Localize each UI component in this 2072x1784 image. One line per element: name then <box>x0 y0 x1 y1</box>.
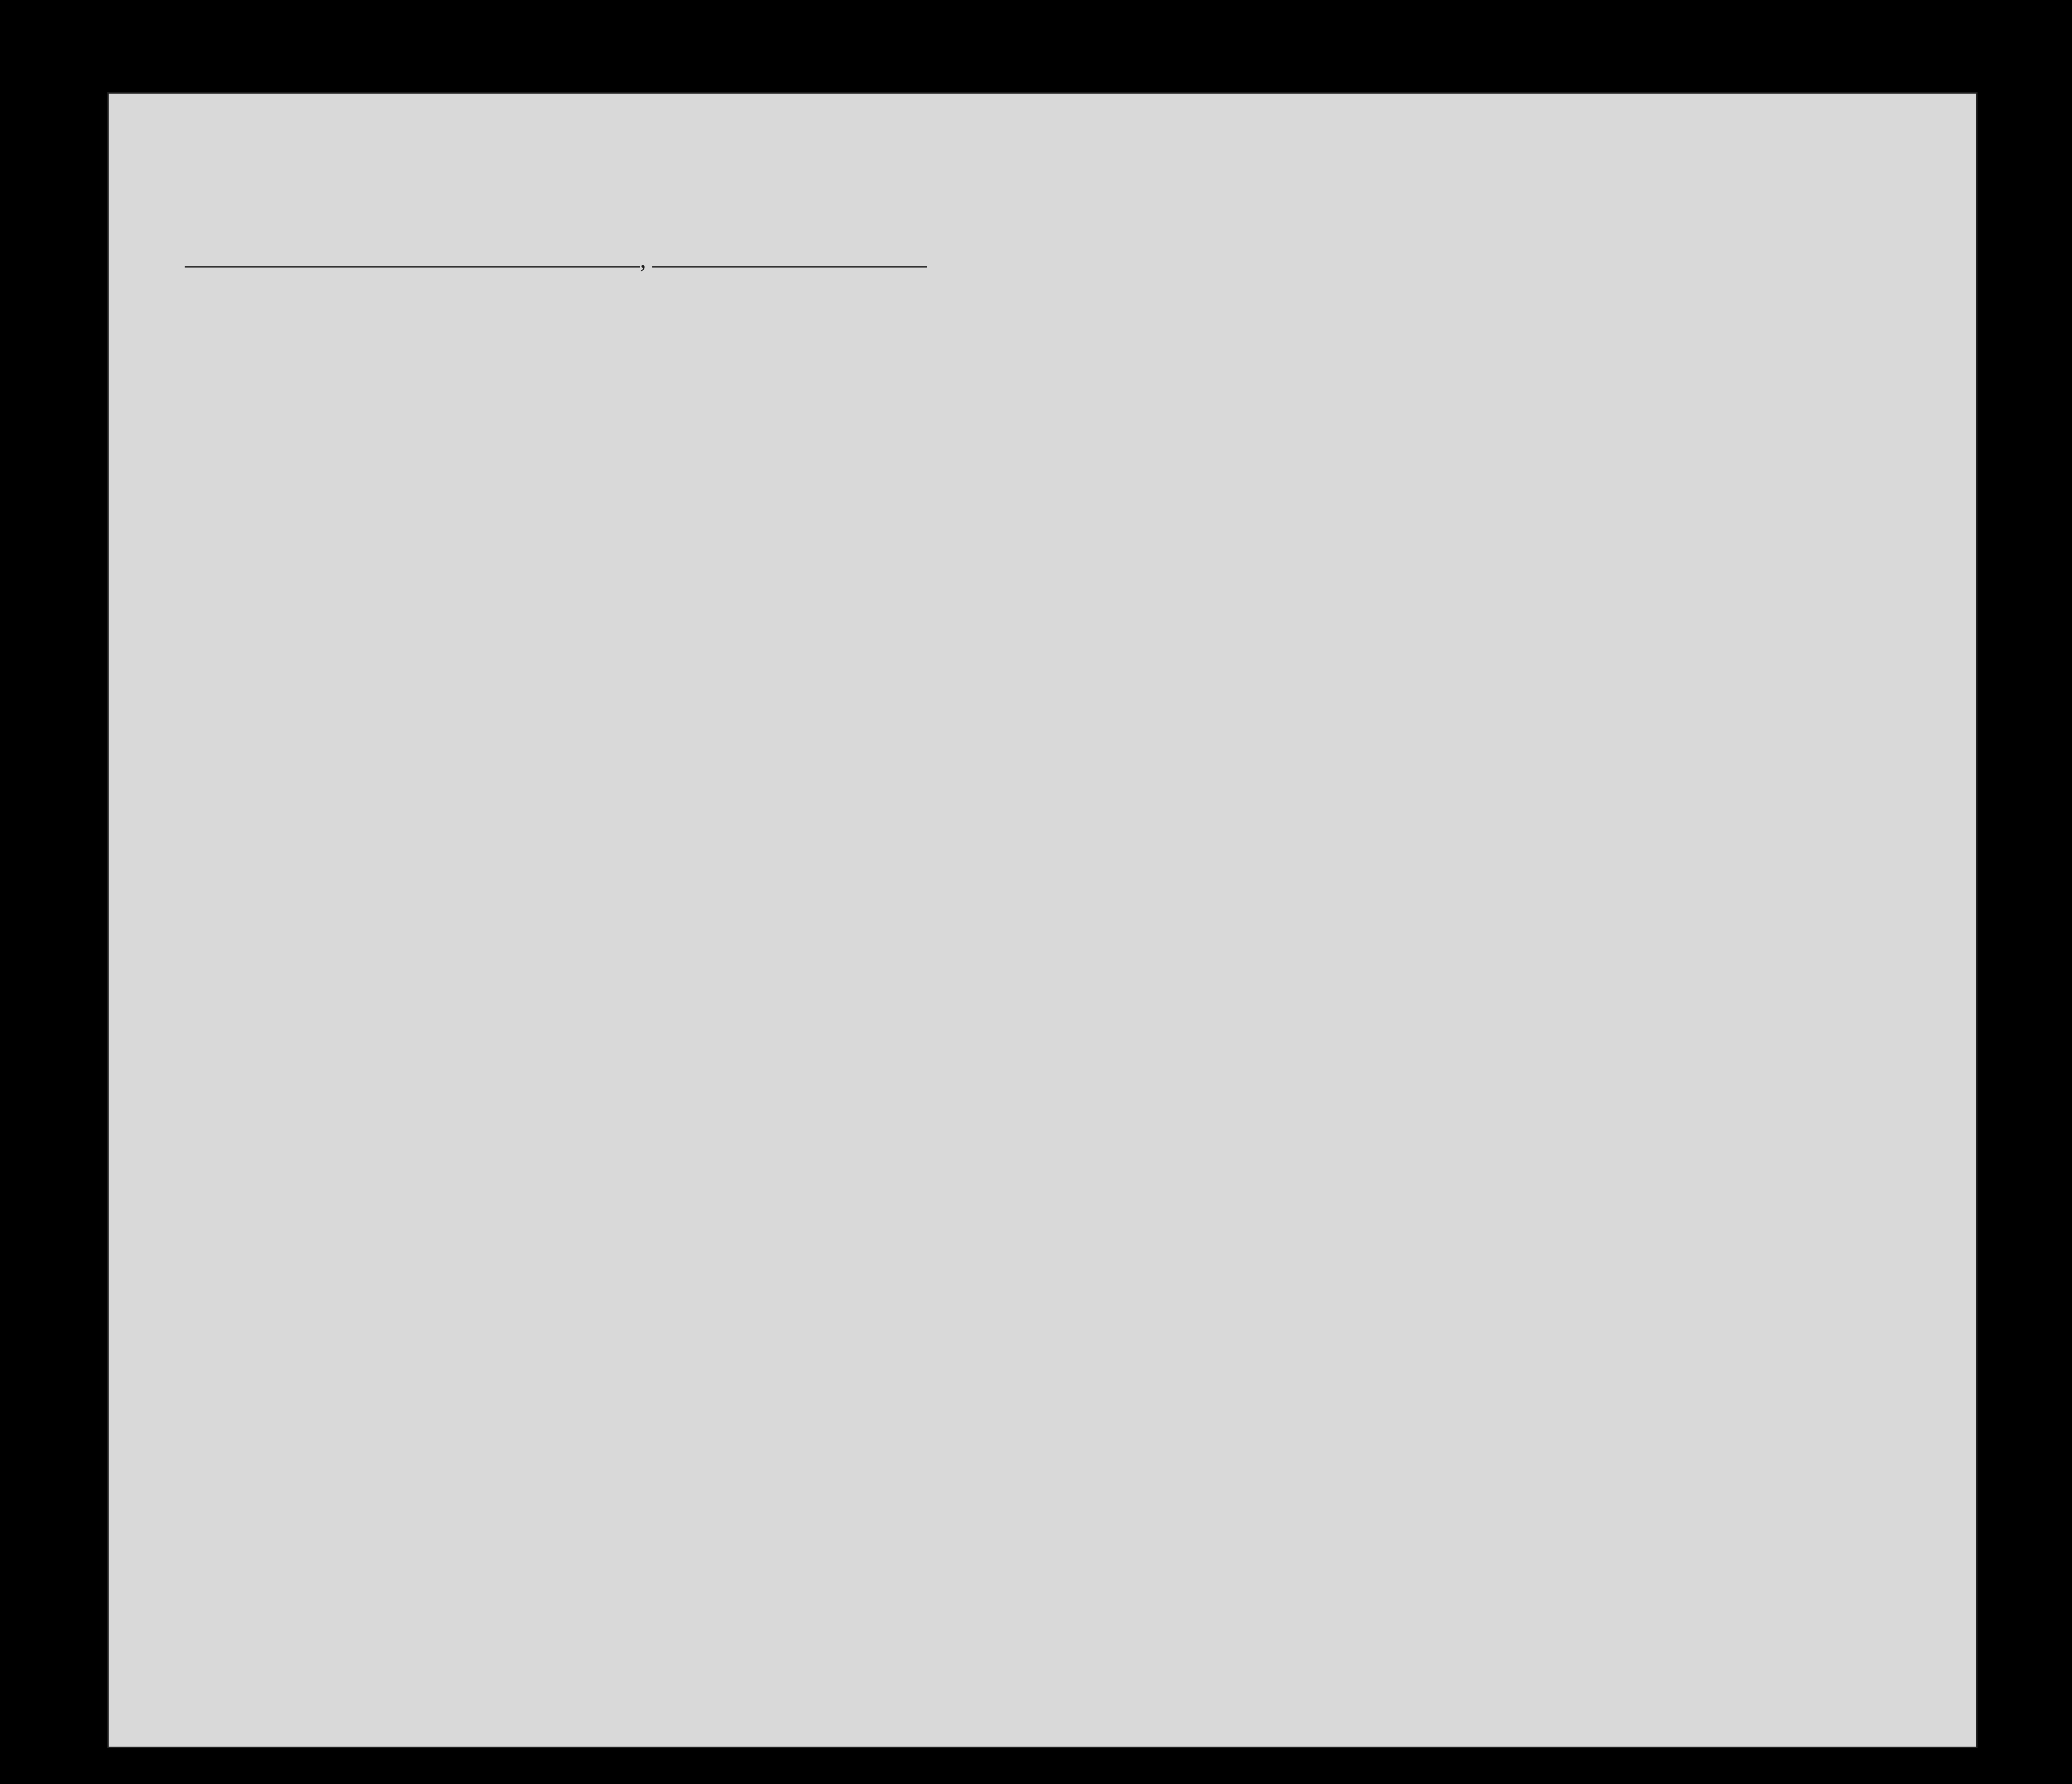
table-grid <box>107 92 1978 1748</box>
arrival-line: , <box>185 245 927 274</box>
manifest-sheet <box>107 92 1978 1748</box>
